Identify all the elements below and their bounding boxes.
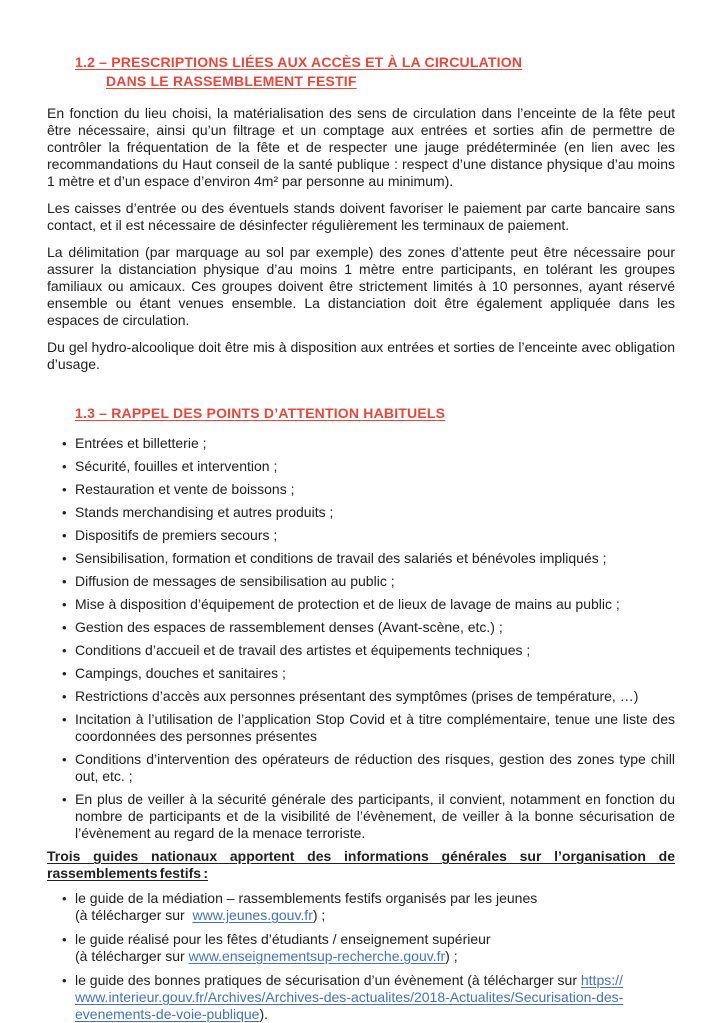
list-item: • Sécurité, fouilles et intervention ;: [47, 458, 675, 475]
link-interieur-gouv-fr-part2[interactable]: www.interieur.gouv.fr/Archives/Archives-des-actualites/2018-Actualites/Securisation-des-: [75, 989, 624, 1005]
list-item: • Campings, douches et sanitaires ;: [47, 665, 675, 682]
link-jeunes-gouv-fr[interactable]: www.jeunes.gouv.fr: [192, 907, 313, 923]
guides-intro-heading: Trois guides nationaux apportent des informations générales sur l’organisation de rassemblements festifs :: [47, 848, 675, 881]
list-item: • Restauration et vente de boissons ;: [47, 481, 675, 498]
paragraph-gel: Du gel hydro-alcoolique doit être mis à disposition aux entrées et sorties de l’enceinte avec obligation d’usage.: [47, 339, 675, 372]
link-interieur-gouv-fr-part1[interactable]: https://: [580, 972, 623, 988]
list-item: • Entrées et billetterie ;: [47, 435, 675, 452]
guide2-text-after-link: ) ;: [445, 948, 458, 964]
section-1-2-heading: [75, 53, 675, 91]
list-item: • Conditions d’accueil et de travail des artistes et équipements techniques ;: [47, 642, 675, 659]
list-item: • Conditions d’intervention des opérateurs de réduction des risques, gestion des zones type chill out, etc. ;: [47, 751, 675, 785]
section-1-2-heading-line1: 1.2 – PRESCRIPTIONS LIÉES AUX ACCÈS ET À LA CIRCULATION: [75, 54, 523, 70]
guide2-text-line1: le guide réalisé pour les fêtes d’étudiants / enseignement supérieur: [75, 931, 491, 947]
guide2-text-before-link: (à télécharger sur: [75, 948, 189, 964]
list-item-guide-securisation: [47, 972, 675, 1023]
paragraph-circulation: En fonction du lieu choisi, la matérialisation des sens de circulation dans l’enceinte de la fête peut être nécessaire, ainsi qu’un filtrage et un comptage aux entrées et sorties afin de permettre de contrôler la fréquentation de la fête et de respecter une jauge prédéterminée (en lien avec les recommandations du Haut conseil de la santé publique : respect d’une distance physique d’au moins 1 mètre et d’un espace d’environ 4m² par personne au minimum).: [47, 105, 675, 189]
list-item: • Sensibilisation, formation et conditions de travail des salariés et bénévoles impliqués ;: [47, 550, 675, 567]
list-item: • Mise à disposition d’équipement de protection et de lieux de lavage de mains au public ;: [47, 596, 675, 613]
paragraph-caisses: Les caisses d’entrée ou des éventuels stands doivent favoriser le paiement par carte bancaire sans contact, et il est nécessaire de désinfecter régulièrement les terminaux de paiement.: [47, 200, 675, 233]
guide1-text-before-link: (à télécharger sur: [75, 907, 193, 923]
list-item: • Gestion des espaces de rassemblement denses (Avant-scène, etc.) ;: [47, 619, 675, 636]
guide3-text-before-link: le guide des bonnes pratiques de sécurisation d’un évènement (à télécharger sur: [75, 972, 581, 988]
paragraph-delimitation: La délimitation (par marquage au sol par exemple) des zones d’attente peut être nécessaire pour assurer la distanciation physique d’au moins 1 mètre entre participants, en tolérant les groupes familiaux ou amicaux. Ces groupes doivent être strictement limités à 10 personnes, ayant réservé ensemble ou étant venues ensemble. La distanciation doit être également appliquée dans les espaces de circulation.: [47, 244, 675, 328]
guide3-text-after-link: ).: [259, 1006, 269, 1022]
section-1-2-heading-line2: DANS LE RASSEMBLEMENT FESTIF: [106, 73, 357, 89]
section-1-3-heading: 1.3 – RAPPEL DES POINTS D’ATTENTION HABITUELS: [75, 405, 446, 421]
guides-list: [47, 890, 675, 1023]
list-item: • En plus de veiller à la sécurité générale des participants, il convient, notamment en fonction du nombre de participants et de la visibilité de l’évènement, de veiller à la bonne sécurisation de l’évènement au regard de la menace terroriste.: [47, 791, 675, 842]
link-enseignementsup-recherche-gouv-fr[interactable]: www.enseignementsup-recherche.gouv.fr: [188, 948, 446, 964]
link-interieur-gouv-fr-part3[interactable]: evenements-de-voie-publique: [75, 1006, 260, 1022]
list-item: • Dispositifs de premiers secours ;: [47, 527, 675, 544]
guide1-text-after-link: ) ;: [312, 907, 326, 923]
list-item-guide-etudiants: [47, 931, 675, 965]
list-item: • Stands merchandising et autres produits ;: [47, 504, 675, 521]
list-item: • Diffusion de messages de sensibilisation au public ;: [47, 573, 675, 590]
list-item: • Incitation à l’utilisation de l’application Stop Covid et à titre complémentaire, tenue une liste des coordonnées des personnes présentes: [47, 711, 675, 745]
list-item-guide-mediation: [47, 890, 675, 924]
guide1-text-line1: le guide de la médiation – rassemblements festifs organisés par les jeunes: [75, 890, 538, 906]
list-item: • Restrictions d’accès aux personnes présentant des symptômes (prises de température, …): [47, 688, 675, 705]
attention-points-list: [47, 435, 675, 842]
